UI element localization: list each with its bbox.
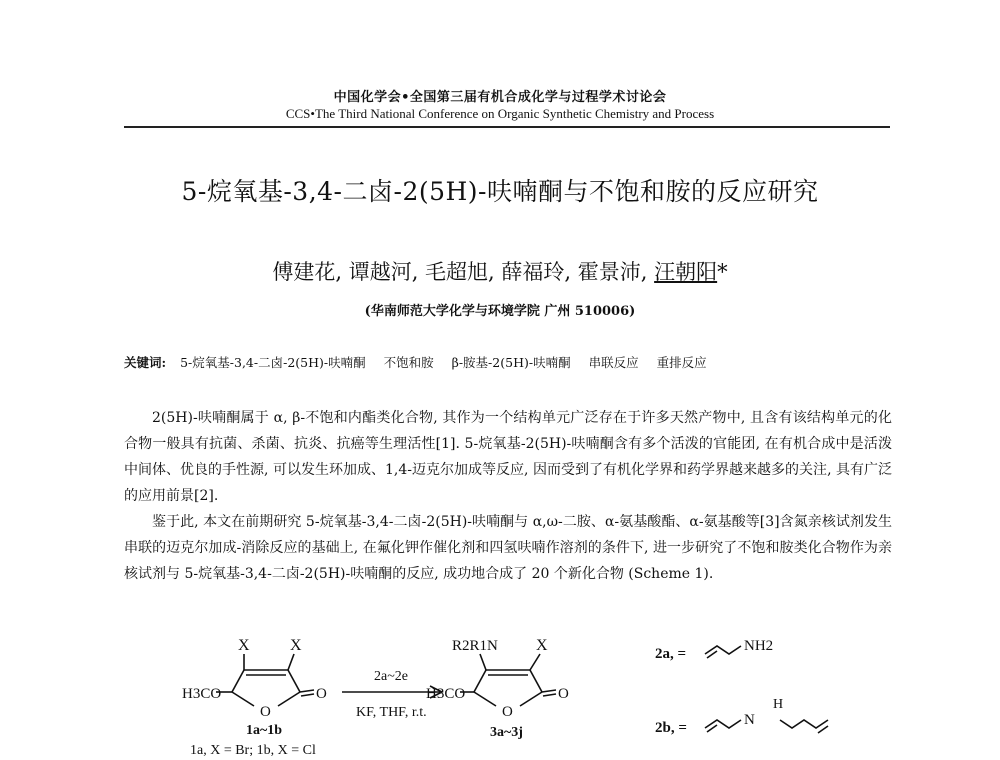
author-list: 傅建花, 谭越河, 毛超旭, 薛福玲, 霍景沛, — [272, 260, 655, 284]
product-label: 3a~3j — [490, 725, 523, 740]
reactant-ring-oxygen: O — [260, 704, 271, 720]
amine-2a-label: 2a, = — [655, 646, 687, 662]
keywords-label: 关键词: — [124, 355, 167, 370]
keyword: 5-烷氧基-3,4-二卤-2(5H)-呋喃酮 — [180, 355, 366, 370]
reactant-substituent-x: X — [290, 637, 302, 654]
reactant-substituent-x: X — [238, 637, 250, 654]
keyword: 重排反应 — [656, 355, 707, 370]
amine-2a-group: NH2 — [744, 638, 774, 654]
reactant-carbonyl-oxygen: O — [316, 686, 327, 702]
reactant-label: 1a~1b — [246, 723, 283, 738]
product-carbonyl-oxygen: O — [558, 686, 569, 702]
amine-2b-nitrogen: N — [744, 712, 755, 728]
paragraph-text: 2(5H)-呋喃酮属于 α, β-不饱和内酯类化合物, 其作为一个结构单元广泛存在于许多天然产物中, 且含有该结构单元的化合物一般具有抗菌、杀菌、抗炎、抗癌等生理活性[1]. 5-烷氧基-2(5H)-呋喃酮含有多个活泼的官能团, 在有机合成中是活泼中间体、优良的手性源, 可以发生环加成、1,4-迈克尔加成等反应, 因而受到了有机化学界和药学界越来越多的关注, 具有广泛的应用前景[2]. — [124, 410, 892, 504]
reaction-scheme — [150, 632, 870, 760]
keyword: 不饱和胺 — [383, 355, 434, 370]
corresponding-author: 汪朝阳 — [654, 260, 718, 284]
affiliation: (华南师范大学化学与环境学院 广州 510006) — [364, 304, 636, 319]
body-paragraph — [124, 509, 892, 587]
reactant-methoxy: H3CO — [182, 686, 222, 702]
keyword: β-胺基-2(5H)-呋喃酮 — [451, 355, 571, 370]
product-substituent-x: X — [536, 637, 548, 654]
amine-2b-label: 2b, = — [655, 720, 687, 736]
reaction-conditions: KF, THF, r.t. — [356, 705, 427, 720]
keywords-line — [124, 353, 904, 371]
amine-2b-hydrogen: H — [773, 697, 784, 712]
product-amine-group: R2R1N — [452, 638, 498, 654]
body-paragraph — [124, 405, 892, 509]
reagent-label: 2a~2e — [374, 669, 409, 684]
paper-title: 5-烷氧基-3,4-二卤-2(5H)-呋喃酮与不饱和胺的反应研究 — [181, 177, 819, 206]
product-methoxy: H3CO — [426, 686, 466, 702]
paragraph-text: 鉴于此, 本文在前期研究 5-烷氧基-3,4-二卤-2(5H)-呋喃酮与 α,ω-二胺、α-氨基酸酯、α-氨基酸等[3]含氮亲核试剂发生串联的迈克尔加成-消除反应的基础上, 在氟化钾作催化剂和四氢呋喃作溶剂的条件下, 进一步研究了不饱和胺类化合物作为亲核试剂与 5-烷氧基-3,4-二卤-2(5H)-呋喃酮的反应, 成功地合成了 20 个新化合物 (Scheme 1). — [124, 514, 892, 582]
product-ring-oxygen: O — [502, 704, 513, 720]
reactant-definition: 1a, X = Br; 1b, X = Cl — [190, 743, 316, 758]
corresponding-mark: * — [717, 260, 728, 284]
conference-header-cn: 中国化学会•全国第三届有机合成化学与过程学术讨论会 — [333, 90, 667, 105]
keyword: 串联反应 — [588, 355, 639, 370]
author-line — [0, 256, 1000, 286]
header-rule — [124, 126, 890, 128]
conference-header-en: CCS•The Third National Conference on Organic Synthetic Chemistry and Process — [285, 106, 715, 121]
